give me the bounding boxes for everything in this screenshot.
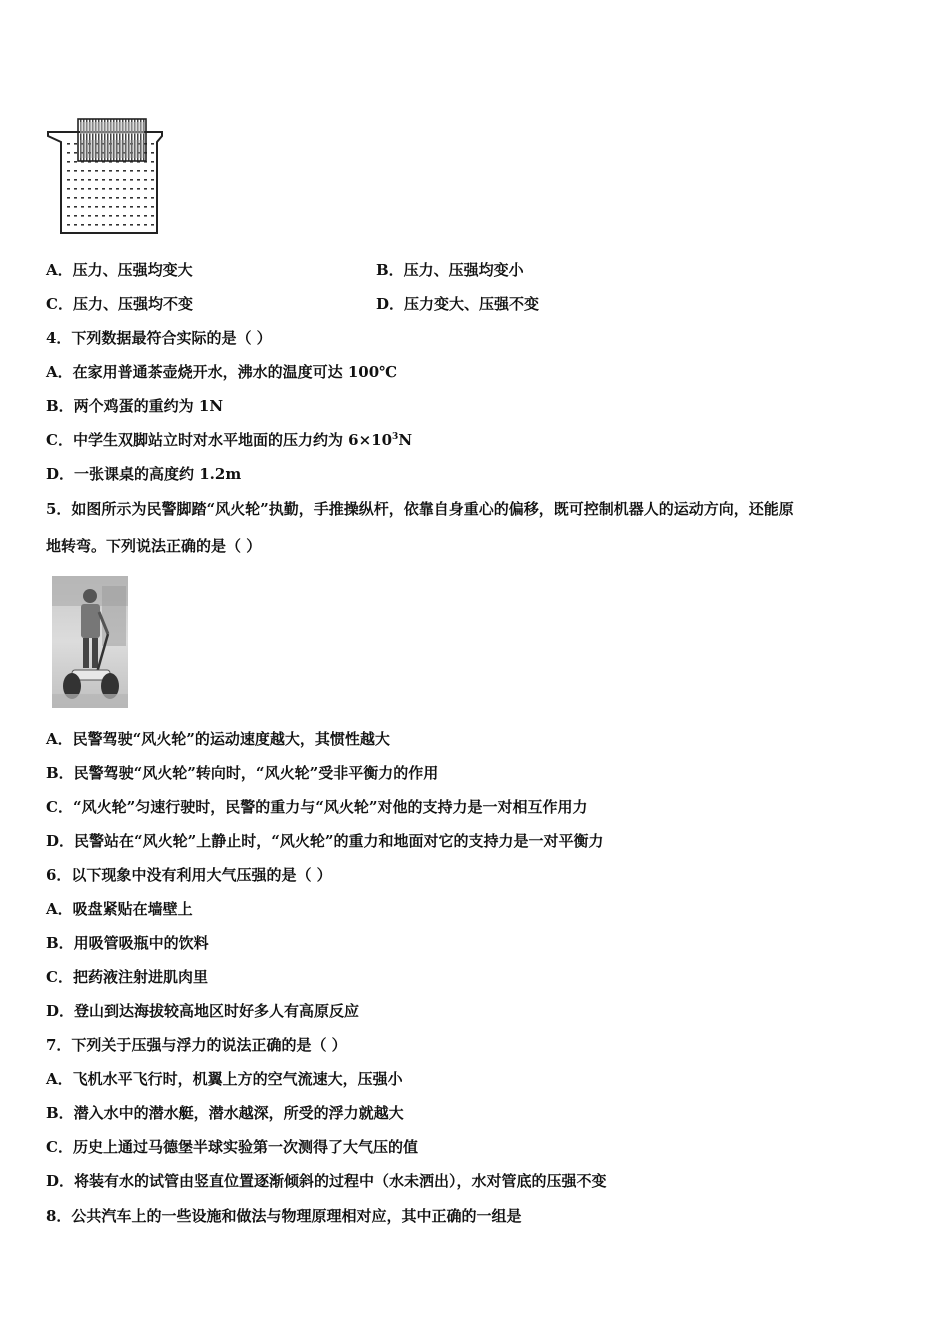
q5-stem-line2: 地转弯。下列说法正确的是（ ） xyxy=(46,537,262,555)
q4-option-b: B．两个鸡蛋的重约为 1N xyxy=(46,397,224,415)
q6-option-b: B．用吸管吸瓶中的饮料 xyxy=(46,934,209,952)
container-block-figure xyxy=(44,112,168,238)
q5-option-d: D．民警站在“风火轮”上静止时，“风火轮”的重力和地面对它的支持力是一对平衡力 xyxy=(46,832,604,850)
q4-option-c xyxy=(46,430,412,450)
q3-option-d: D．压力变大、压强不变 xyxy=(376,295,540,313)
q7-option-d: D．将装有水的试管由竖直位置逐渐倾斜的过程中（水未洒出），水对管底的压强不变 xyxy=(46,1172,607,1190)
q3-option-a: A．压力、压强均变大 xyxy=(46,261,193,279)
q7-option-a: A．飞机水平飞行时，机翼上方的空气流速大，压强小 xyxy=(46,1070,403,1088)
q3-option-b: B．压力、压强均变小 xyxy=(376,261,524,279)
q6-option-a: A．吸盘紧贴在墙壁上 xyxy=(46,900,193,918)
q5-option-b: B．民警驾驶“风火轮”转向时，“风火轮”受非平衡力的作用 xyxy=(46,764,439,782)
q4-stem: 4．下列数据最符合实际的是（ ） xyxy=(46,329,272,347)
q7-option-c: C．历史上通过马德堡半球实验第一次测得了大气压的值 xyxy=(46,1138,418,1156)
q7-option-b: B．潜入水中的潜水艇，潜水越深，所受的浮力就越大 xyxy=(46,1104,404,1122)
q5-stem-line1: 5．如图所示为民警脚踏“风火轮”执勤，手推操纵杆，依靠自身重心的偏移，既可控制机器人的运动方向，还能原 xyxy=(46,500,794,518)
q4-option-c-unit: N xyxy=(398,431,413,449)
q6-stem: 6．以下现象中没有利用大气压强的是（ ） xyxy=(46,866,332,884)
q7-stem: 7．下列关于压强与浮力的说法正确的是（ ） xyxy=(46,1036,347,1054)
q6-option-c: C．把药液注射进肌肉里 xyxy=(46,968,208,986)
q6-option-d: D．登山到达海拔较高地区时好多人有高原反应 xyxy=(46,1002,360,1020)
q4-option-c-exponent: 3 xyxy=(392,432,399,442)
q5-option-a: A．民警驾驶“风火轮”的运动速度越大，其惯性越大 xyxy=(46,730,390,748)
q8-stem: 8．公共汽车上的一些设施和做法与物理原理相对应，其中正确的一组是 xyxy=(46,1207,522,1225)
q3-option-c: C．压力、压强均不变 xyxy=(46,295,193,313)
q5-option-c: C．“风火轮”匀速行驶时，民警的重力与“风火轮”对他的支持力是一对相互作用力 xyxy=(46,798,588,816)
q4-option-c-text: C．中学生双脚站立时对水平地面的压力约为 6×10 xyxy=(46,431,393,449)
police-balance-vehicle-photo xyxy=(52,576,128,708)
q4-option-a: A．在家用普通茶壶烧开水，沸水的温度可达 100℃ xyxy=(46,363,398,381)
q4-option-d: D．一张课桌的高度约 1.2m xyxy=(46,465,242,483)
